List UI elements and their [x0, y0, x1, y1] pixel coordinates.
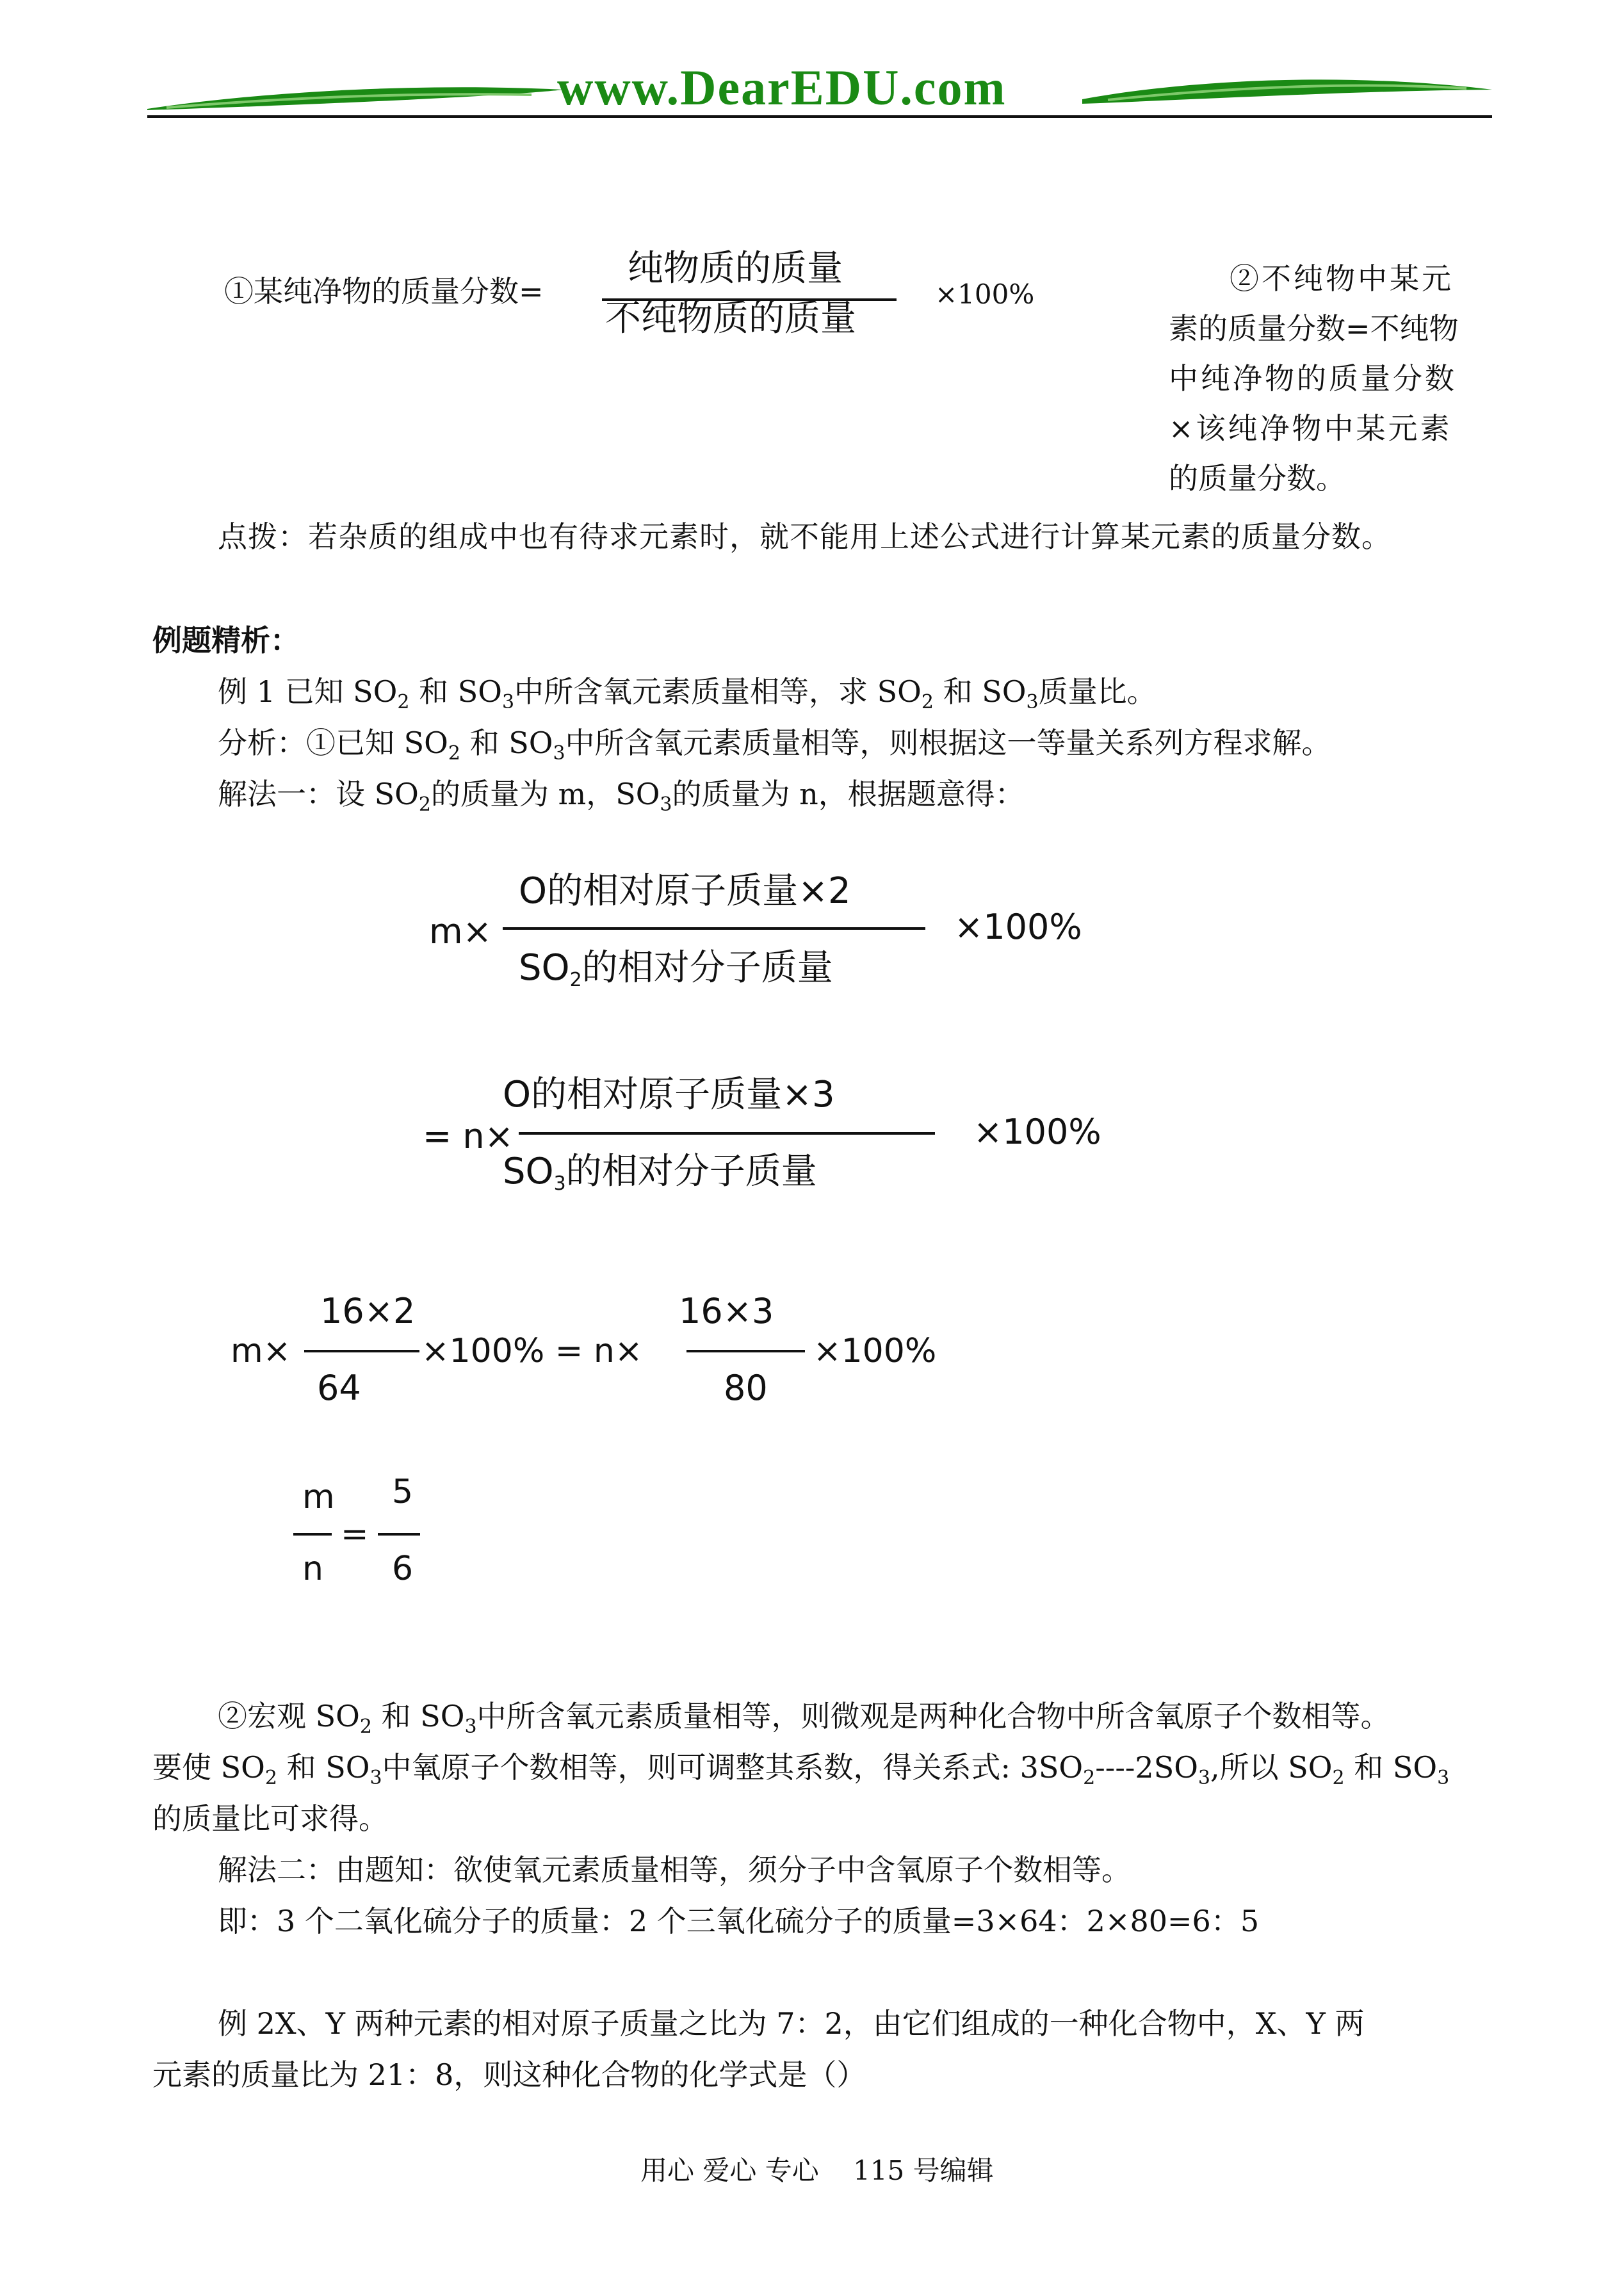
- eq2-denominator: $SO_3$的相对分子质量: [503, 1151, 817, 1195]
- formula1-denominator: 不纯物质的质量: [605, 298, 856, 339]
- eq4-n: n: [302, 1550, 323, 1588]
- header-rule: [147, 115, 1492, 118]
- eq3-m: m×: [231, 1332, 291, 1370]
- eq3-fraction-line-2: [686, 1350, 805, 1352]
- site-logo: www.DearEDU.com: [557, 60, 1007, 115]
- eq3-mid: ×100% = n×: [421, 1332, 643, 1370]
- hint-paragraph: 点拨：若杂质的组成中也有待求元素时，就不能用上述公式进行计算某元素的质量分数。: [218, 519, 1392, 554]
- eq1-prefix: m×: [429, 911, 492, 952]
- eq1-denominator: $SO_2$的相对分子质量: [519, 947, 833, 991]
- para2-line-3: 的质量比可求得。: [152, 1801, 388, 1836]
- equation-1: [429, 858, 1133, 1012]
- equation-4: [288, 1466, 448, 1614]
- formula1-numerator: 纯物质的质量: [628, 248, 843, 289]
- header-banner: [147, 60, 1492, 122]
- formula2-line-2: 素的质量分数=不纯物: [1169, 311, 1459, 346]
- example2-line-2: 元素的质量比为 21：8，则这种化合物的化学式是（）: [152, 2057, 866, 2092]
- eq3-fraction-line-1: [304, 1350, 419, 1352]
- formula2-line-5: 的质量分数。: [1169, 461, 1345, 496]
- para2-line-2: 要使 $SO_2$ 和 $SO_3$中氧原子个数相等，则可调整其系数，得关系式: $3SO_2----2SO_3$,所以 $SO_2$ 和 $SO_3$: [152, 1750, 1450, 1789]
- example1-solution1: 解法一：设 $SO_2$的质量为 m，$SO_3$的质量为 n，根据题意得：: [218, 777, 1025, 816]
- formula2-line-1: ②不纯物中某元: [1230, 261, 1454, 296]
- formula2-line-4: ×该纯净物中某元素: [1169, 411, 1452, 446]
- eq2-numerator: O的相对原子质量×3: [503, 1074, 835, 1115]
- formula1-label: ①某纯净物的质量分数=: [224, 274, 544, 309]
- eq3-end: ×100%: [813, 1332, 937, 1370]
- eq4-m: m: [302, 1478, 335, 1516]
- formula1-suffix: ×100%: [935, 279, 1035, 310]
- eq2-suffix: ×100%: [973, 1112, 1101, 1152]
- eq3-den1: 64: [317, 1368, 361, 1408]
- eq1-suffix: ×100%: [954, 907, 1082, 947]
- eq3-num2: 16×3: [679, 1291, 774, 1331]
- equation-2: [423, 1063, 1159, 1217]
- eq3-num1: 16×2: [320, 1291, 416, 1331]
- para2-line-1: ②宏观 $SO_2$ 和 $SO_3$中所含氧元素质量相等，则微观是两种化合物中所含氧原子个数相等。: [218, 1699, 1390, 1738]
- eq4-fraction-line-2: [378, 1533, 420, 1536]
- eq4-five: 5: [392, 1473, 414, 1511]
- example1-analysis: 分析：①已知 $SO_2$ 和 $SO_3$中所含氧元素质量相等，则根据这一等量关系列方程求解。: [218, 726, 1331, 765]
- example1-question: 例 1 已知 $SO_2$ 和 $SO_3$中所含氧元素质量相等，求 $SO_2$ 和 $SO_3$质量比。: [218, 674, 1157, 713]
- eq2-fraction-line: [519, 1132, 935, 1135]
- page-footer: 用心 爱心 专心 115 号编辑: [640, 2155, 994, 2186]
- formula2-line-3: 中纯净物的质量分数: [1169, 361, 1457, 396]
- eq4-equals: =: [341, 1515, 369, 1553]
- eq2-prefix: = n×: [423, 1116, 514, 1156]
- solution2-line-1: 解法二：由题知：欲使氧元素质量相等，须分子中含氧原子个数相等。: [218, 1853, 1131, 1887]
- eq1-fraction-line: [503, 927, 925, 930]
- eq3-den2: 80: [724, 1368, 768, 1408]
- example2-line-1: 例 2X、Y 两种元素的相对原子质量之比为 7：2，由它们组成的一种化合物中，X、Y 两: [218, 2006, 1365, 2041]
- eq1-numerator: O的相对原子质量×2: [519, 870, 851, 912]
- eq4-six: 6: [392, 1550, 414, 1588]
- equation-3: [231, 1281, 999, 1428]
- section-title: 例题精析：: [152, 623, 300, 658]
- solution2-line-2: 即：3 个二氧化硫分子的质量：2 个三氧化硫分子的质量=3×64：2×80=6：5: [218, 1904, 1260, 1938]
- eq4-fraction-line-1: [293, 1533, 332, 1536]
